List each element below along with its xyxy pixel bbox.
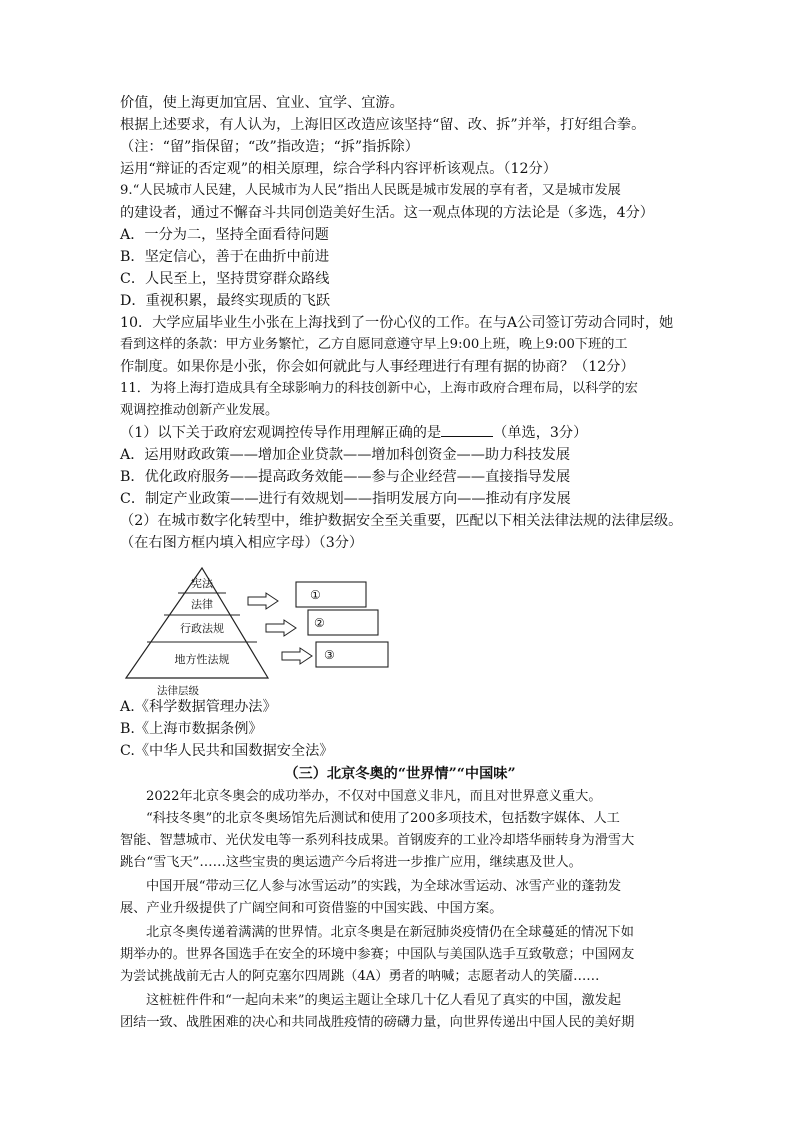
paragraph-line: 北京冬奥传递着满满的世界情。北京冬奥是在新冠肺炎疫情仍在全球蔓延的情况下如 [146,925,634,940]
level-administrative-regulation: 行政法规 [180,622,224,635]
paragraph-line: 中国开展“带动三亿人参与冰雪运动”的实践，为全球冰雪运动、冰雪产业的蓬勃发 [146,879,622,894]
part-1-score: （单选，3分） [493,425,588,441]
question-11-stem: 观调控推动创新产业发展。 [120,403,279,418]
match-option-a: A.《科学数据管理办法》 [120,699,277,715]
question-11-part-2: （在右图方框内填入相应字母）（3分） [120,535,364,551]
question-10-stem: 作制度。如果你是小张，你会如何就此与人事经理进行有理有据的协商？（12分） [120,359,635,375]
question-9-stem: 的建设者，通过不懈奋斗共同创造美好生活。这一观点体现的方法论是（多选，4分） [120,205,654,221]
paragraph-line: 团结一致、战胜困难的决心和共同战胜疫情的磅礴力量，向世界传递出中国人民的美好期 [120,1015,635,1030]
paragraph-line: 为尝试挑战前无古人的阿克塞尔四周跳（4A）勇者的呐喊；志愿者动人的笑靥…… [120,969,600,984]
question-10-stem: 看到这样的条款：甲方业务繁忙，乙方自愿同意遵守早上9:00上班，晚上9:00下班的工 [120,337,628,352]
paragraph-line: 展、产业升级提供了广阔空间和可资借鉴的中国实践、中国方案。 [120,901,503,916]
box-label-3: ③ [324,648,335,662]
text-line: 根据上述要求，有人认为，上海旧区改造应该坚持“留、改、拆”并举，打好组合拳。 [120,117,646,133]
answer-blank[interactable] [441,422,493,437]
arrow-right-icon [248,593,278,609]
paragraph-line: 这桩桩件件和“一起向未来”的奥运主题让全球几十亿人看见了真实的中国，激发起 [146,993,622,1008]
paragraph-line: 2022年北京冬奥会的成功举办，不仅对中国意义非凡，而且对世界意义重大。 [146,789,602,804]
part-1-text: （1）以下关于政府宏观调控传导作用理解正确的是 [120,425,442,441]
option-b: B．优化政府服务——提高政务效能——参与企业经营——直接指导发展 [120,469,571,485]
option-d: D．重视积累，最终实现质的飞跃 [120,293,331,309]
text-line: （注：“留”指保留；“改”指改造；“拆”指拆除） [120,139,419,155]
law-hierarchy-diagram [120,566,400,701]
question-10-stem: 10．大学应届毕业生小张在上海找到了一份心仪的工作。在与A公司签订劳动合同时，她 [120,315,674,331]
question-11-stem: 11．为将上海打造成具有全球影响力的科技创新中心，上海市政府合理布局，以科学的宏 [120,381,638,396]
paragraph-line: “科技冬奥”的北京冬奥场馆先后测试和使用了200多项技术，包括数字媒体、人工 [146,811,620,826]
option-a: A．运用财政政策——增加企业贷款——增加科创资金——助力科技发展 [120,447,571,463]
arrow-right-icon [266,620,296,636]
option-a: A．一分为二，坚持全面看待问题 [120,227,329,243]
option-c: C．人民至上，坚持贯穿群众路线 [120,271,330,287]
level-local-regulation: 地方性法规 [174,653,230,666]
question-9-stem: 9.“人民城市人民建，人民城市为人民”指出人民既是城市发展的享有者，又是城市发展 [120,183,621,198]
option-b: B．坚定信心，善于在曲折中前进 [120,249,330,265]
text-line: 运用“辩证的否定观”的相关原理，综合学科内容评析该观点。（12分） [120,161,557,177]
level-constitution: 宪法 [191,577,213,590]
match-option-c: C.《中华人民共和国数据安全法》 [120,743,334,759]
paragraph-line: 跳台“雪飞天”……这些宝贵的奥运遗产今后将进一步推广应用，继续惠及世人。 [120,855,582,870]
section-heading: （三）北京冬奥的“世界情”“中国味” [284,766,516,782]
diagram-caption: 法律层级 [157,685,199,697]
paragraph-line: 智能、智慧城市、光伏发电等一系列科技成果。首钢废弃的工业冷却塔华丽转身为滑雪大 [120,833,635,848]
box-label-2: ② [314,616,325,630]
text-line: 价值，使上海更加宜居、宜业、宜学、宜游。 [120,95,404,111]
paragraph-line: 期举办的。世界各国选手在安全的环境中参赛；中国队与美国队选手互致敬意；中国网友 [120,947,635,962]
answer-box-1[interactable] [296,582,366,607]
match-option-b: B.《上海市数据条例》 [120,721,263,737]
level-law: 法律 [191,598,213,611]
question-11-part-2: （2）在城市数字化转型中，维护数据安全至关重要，匹配以下相关法律法规的法律层级。 [120,513,683,529]
option-c: C．制定产业政策——进行有效规划——指明发展方向——推动有序发展 [120,491,571,507]
question-11-part-1 [120,422,587,444]
arrow-right-icon [282,648,312,664]
box-label-1: ① [310,588,321,602]
